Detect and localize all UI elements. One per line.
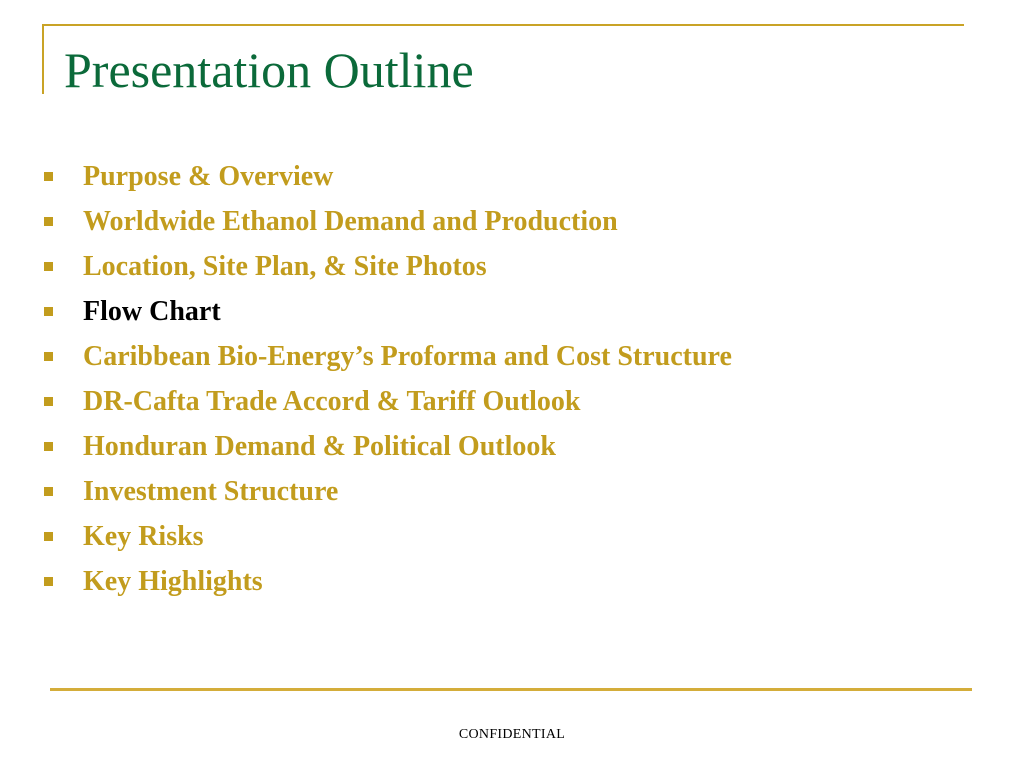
slide-title: Presentation Outline bbox=[64, 42, 474, 98]
outline-item-flow-chart bbox=[44, 289, 732, 334]
square-bullet-icon bbox=[44, 307, 53, 316]
outline-item-label: DR-Cafta Trade Accord & Tariff Outlook bbox=[83, 385, 581, 417]
square-bullet-icon bbox=[44, 172, 53, 181]
outline-item-label: Caribbean Bio-Energy’s Proforma and Cost Structure bbox=[83, 340, 732, 372]
square-bullet-icon bbox=[44, 442, 53, 451]
outline-list bbox=[44, 154, 732, 604]
outline-item-honduran-demand[interactable] bbox=[44, 424, 732, 469]
outline-item-ethanol-demand[interactable] bbox=[44, 199, 732, 244]
outline-item-key-risks[interactable] bbox=[44, 514, 732, 559]
square-bullet-icon bbox=[44, 217, 53, 226]
square-bullet-icon bbox=[44, 352, 53, 361]
outline-item-label: Worldwide Ethanol Demand and Production bbox=[83, 205, 618, 237]
outline-item-label: Key Highlights bbox=[83, 565, 263, 597]
outline-item-label: Key Risks bbox=[83, 520, 204, 552]
outline-item-key-highlights[interactable] bbox=[44, 559, 732, 604]
outline-item-label: Location, Site Plan, & Site Photos bbox=[83, 250, 487, 282]
outline-item-label: Honduran Demand & Political Outlook bbox=[83, 430, 556, 462]
frame-top-line bbox=[42, 24, 964, 26]
footer-divider bbox=[50, 688, 972, 691]
outline-item-proforma[interactable] bbox=[44, 334, 732, 379]
square-bullet-icon bbox=[44, 487, 53, 496]
footer-confidential: CONFIDENTIAL bbox=[458, 727, 566, 742]
outline-item-label: Purpose & Overview bbox=[83, 160, 334, 192]
outline-item-dr-cafta[interactable] bbox=[44, 379, 732, 424]
square-bullet-icon bbox=[44, 577, 53, 586]
outline-item-purpose[interactable] bbox=[44, 154, 732, 199]
outline-item-label: Investment Structure bbox=[83, 475, 339, 507]
square-bullet-icon bbox=[44, 262, 53, 271]
outline-item-investment[interactable] bbox=[44, 469, 732, 514]
outline-item-label: Flow Chart bbox=[83, 295, 221, 327]
outline-item-location[interactable] bbox=[44, 244, 732, 289]
square-bullet-icon bbox=[44, 532, 53, 541]
frame-left-line bbox=[42, 24, 44, 94]
square-bullet-icon bbox=[44, 397, 53, 406]
